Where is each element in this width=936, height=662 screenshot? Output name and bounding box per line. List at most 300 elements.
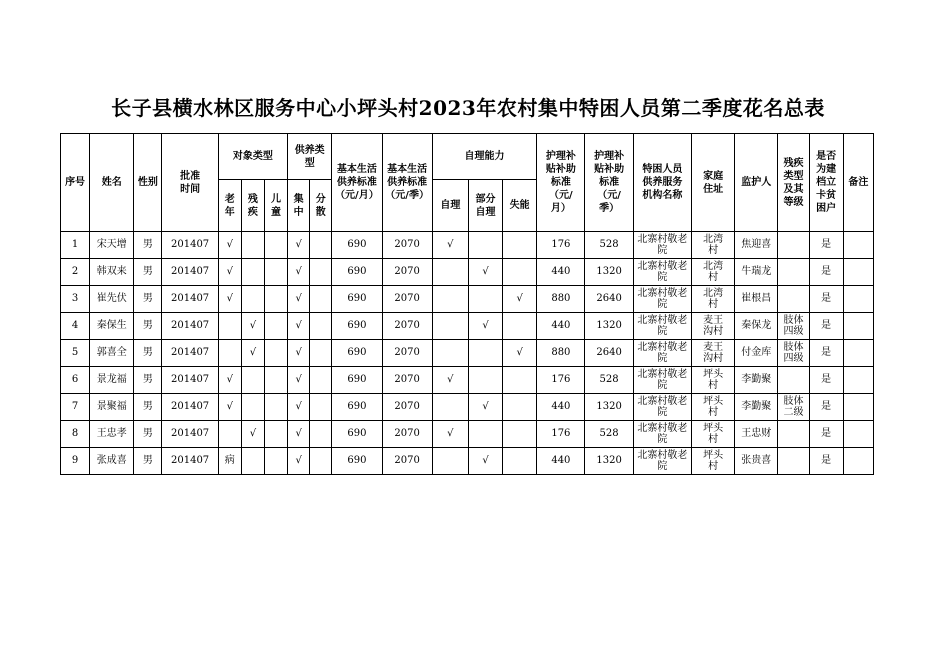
cell-disability-level-text: 肢体二级 bbox=[783, 395, 804, 418]
cell-poverty-card-text: 是 bbox=[821, 266, 832, 277]
cell-gender-text: 男 bbox=[142, 266, 153, 277]
cell-poverty-card-text: 是 bbox=[821, 239, 832, 250]
cell-self-care-full-text: √ bbox=[447, 374, 454, 385]
cell-name-text: 秦保生 bbox=[96, 320, 127, 331]
cell-support-central bbox=[288, 232, 310, 259]
cell-basic-month-text: 690 bbox=[347, 239, 367, 250]
header-disability-level: 残疾类型及其等级 bbox=[778, 134, 809, 232]
cell-basic-quarter-text: 2070 bbox=[394, 320, 420, 331]
cell-basic-quarter-text: 2070 bbox=[394, 455, 420, 466]
cell-basic-quarter bbox=[382, 367, 432, 394]
cell-basic-month-text: 690 bbox=[347, 374, 367, 385]
cell-approval-time bbox=[162, 259, 218, 286]
cell-poverty-card bbox=[809, 313, 843, 340]
cell-basic-quarter bbox=[382, 232, 432, 259]
cell-name-text: 崔先伏 bbox=[96, 293, 127, 304]
cell-nursing-quarter bbox=[585, 286, 633, 313]
cell-institution-text: 北寨村敬老院 bbox=[637, 260, 688, 283]
cell-object-elderly bbox=[218, 367, 241, 394]
cell-self-care-full-text: √ bbox=[447, 239, 454, 250]
cell-name-text: 韩双来 bbox=[96, 266, 127, 277]
cell-object-elderly-text: 病 bbox=[224, 455, 235, 466]
cell-self-care-none bbox=[503, 286, 537, 313]
cell-poverty-card bbox=[809, 259, 843, 286]
cell-approval-time-text: 201407 bbox=[171, 239, 210, 250]
header-self-care-none: 失能 bbox=[503, 180, 537, 232]
cell-institution-text: 北寨村敬老院 bbox=[637, 422, 688, 445]
cell-home bbox=[691, 340, 734, 367]
cell-remark bbox=[843, 367, 873, 394]
cell-approval-time bbox=[162, 367, 218, 394]
cell-institution bbox=[633, 313, 691, 340]
cell-support-central bbox=[288, 340, 310, 367]
cell-poverty-card-text: 是 bbox=[821, 401, 832, 412]
cell-remark bbox=[843, 259, 873, 286]
cell-support-central-text: √ bbox=[295, 347, 302, 358]
cell-nursing-quarter-text: 528 bbox=[599, 374, 619, 385]
cell-guardian bbox=[735, 340, 778, 367]
cell-object-elderly-text: √ bbox=[226, 266, 233, 277]
cell-nursing-month bbox=[537, 340, 585, 367]
table-row bbox=[61, 448, 874, 475]
cell-institution bbox=[633, 232, 691, 259]
cell-poverty-card-text: 是 bbox=[821, 428, 832, 439]
cell-name bbox=[90, 340, 134, 367]
cell-name-text: 王忠孝 bbox=[96, 428, 127, 439]
cell-approval-time-text: 201407 bbox=[171, 347, 210, 358]
cell-nursing-quarter-text: 528 bbox=[599, 239, 619, 250]
cell-disability-level bbox=[778, 421, 809, 448]
cell-approval-time-text: 201407 bbox=[171, 428, 210, 439]
cell-basic-quarter-text: 2070 bbox=[394, 428, 420, 439]
cell-support-central-text: √ bbox=[295, 374, 302, 385]
cell-support-dispersed bbox=[310, 421, 332, 448]
cell-nursing-quarter-text: 1320 bbox=[596, 455, 622, 466]
cell-poverty-card bbox=[809, 448, 843, 475]
cell-nursing-month-text: 440 bbox=[551, 266, 571, 277]
cell-basic-quarter bbox=[382, 394, 432, 421]
cell-basic-quarter bbox=[382, 313, 432, 340]
cell-self-care-none-text: √ bbox=[516, 347, 523, 358]
cell-home-text: 坪头村 bbox=[703, 422, 724, 445]
cell-guardian-text: 李勤聚 bbox=[741, 401, 772, 412]
cell-object-elderly-text: √ bbox=[226, 239, 233, 250]
cell-self-care-full bbox=[432, 340, 468, 367]
cell-basic-quarter-text: 2070 bbox=[394, 401, 420, 412]
cell-support-dispersed bbox=[310, 232, 332, 259]
cell-basic-quarter bbox=[382, 259, 432, 286]
cell-basic-month bbox=[332, 286, 382, 313]
cell-seq-text: 1 bbox=[71, 239, 79, 250]
cell-seq-text: 3 bbox=[71, 293, 79, 304]
cell-gender-text: 男 bbox=[142, 293, 153, 304]
cell-self-care-none bbox=[503, 259, 537, 286]
cell-institution bbox=[633, 259, 691, 286]
cell-institution-text: 北寨村敬老院 bbox=[637, 314, 688, 337]
cell-guardian bbox=[735, 286, 778, 313]
cell-self-care-none bbox=[503, 394, 537, 421]
table-row bbox=[61, 394, 874, 421]
table-row bbox=[61, 421, 874, 448]
cell-object-elderly bbox=[218, 394, 241, 421]
cell-name-text: 景聚福 bbox=[96, 401, 127, 412]
table-row bbox=[61, 367, 874, 394]
cell-self-care-partial bbox=[468, 313, 502, 340]
cell-home-text: 北湾村 bbox=[703, 233, 724, 256]
cell-self-care-none bbox=[503, 448, 537, 475]
header-self-care: 自理能力 bbox=[432, 134, 537, 180]
cell-self-care-full bbox=[432, 421, 468, 448]
cell-approval-time bbox=[162, 448, 218, 475]
cell-seq bbox=[61, 421, 90, 448]
cell-home-text: 麦王沟村 bbox=[703, 314, 724, 337]
cell-disability-level bbox=[778, 340, 809, 367]
cell-seq bbox=[61, 259, 90, 286]
cell-support-central-text: √ bbox=[295, 401, 302, 412]
cell-guardian bbox=[735, 259, 778, 286]
cell-self-care-partial bbox=[468, 259, 502, 286]
cell-name-text: 宋天增 bbox=[96, 239, 127, 250]
cell-poverty-card bbox=[809, 394, 843, 421]
cell-institution bbox=[633, 448, 691, 475]
cell-seq-text: 6 bbox=[71, 374, 79, 385]
cell-basic-month bbox=[332, 367, 382, 394]
header-object-type: 对象类型 bbox=[218, 134, 287, 180]
cell-nursing-month-text: 880 bbox=[551, 293, 571, 304]
cell-nursing-month-text: 440 bbox=[551, 455, 571, 466]
header-guardian: 监护人 bbox=[735, 134, 778, 232]
cell-object-disabled bbox=[241, 313, 264, 340]
header-support-central: 集中 bbox=[288, 180, 310, 232]
cell-guardian-text: 李勤聚 bbox=[741, 374, 772, 385]
cell-nursing-quarter bbox=[585, 394, 633, 421]
roster-body bbox=[61, 232, 874, 475]
cell-approval-time-text: 201407 bbox=[171, 320, 210, 331]
header-name: 姓名 bbox=[90, 134, 134, 232]
cell-object-elderly-text: √ bbox=[226, 374, 233, 385]
cell-approval-time bbox=[162, 232, 218, 259]
cell-poverty-card-text: 是 bbox=[821, 320, 832, 331]
cell-institution-text: 北寨村敬老院 bbox=[637, 233, 688, 256]
cell-remark bbox=[843, 394, 873, 421]
cell-self-care-full bbox=[432, 313, 468, 340]
cell-object-elderly bbox=[218, 448, 241, 475]
cell-object-child bbox=[264, 421, 287, 448]
cell-guardian-text: 崔根昌 bbox=[741, 293, 772, 304]
cell-remark bbox=[843, 232, 873, 259]
cell-name bbox=[90, 232, 134, 259]
cell-self-care-partial bbox=[468, 232, 502, 259]
cell-object-disabled bbox=[241, 259, 264, 286]
cell-nursing-quarter-text: 2640 bbox=[596, 293, 622, 304]
cell-poverty-card bbox=[809, 286, 843, 313]
cell-seq-text: 9 bbox=[71, 455, 79, 466]
cell-object-disabled bbox=[241, 421, 264, 448]
cell-self-care-full bbox=[432, 394, 468, 421]
cell-seq bbox=[61, 448, 90, 475]
cell-institution-text: 北寨村敬老院 bbox=[637, 395, 688, 418]
cell-support-dispersed bbox=[310, 313, 332, 340]
cell-basic-month bbox=[332, 232, 382, 259]
cell-self-care-none bbox=[503, 367, 537, 394]
cell-gender bbox=[134, 286, 162, 313]
cell-nursing-month-text: 176 bbox=[551, 239, 571, 250]
cell-disability-level bbox=[778, 259, 809, 286]
header-basic-month: 基本生活供养标准（元/月） bbox=[332, 134, 382, 232]
cell-home-text: 北湾村 bbox=[703, 287, 724, 310]
cell-object-disabled bbox=[241, 286, 264, 313]
cell-home-text: 坪头村 bbox=[703, 395, 724, 418]
cell-institution-text: 北寨村敬老院 bbox=[637, 368, 688, 391]
cell-institution-text: 北寨村敬老院 bbox=[637, 287, 688, 310]
cell-basic-month-text: 690 bbox=[347, 293, 367, 304]
cell-support-dispersed bbox=[310, 259, 332, 286]
cell-poverty-card bbox=[809, 340, 843, 367]
cell-name-text: 景龙福 bbox=[96, 374, 127, 385]
cell-guardian bbox=[735, 394, 778, 421]
cell-gender bbox=[134, 421, 162, 448]
cell-self-care-full bbox=[432, 367, 468, 394]
cell-seq bbox=[61, 394, 90, 421]
cell-support-central-text: √ bbox=[295, 455, 302, 466]
cell-object-child bbox=[264, 448, 287, 475]
cell-home bbox=[691, 421, 734, 448]
cell-institution bbox=[633, 367, 691, 394]
cell-nursing-quarter-text: 528 bbox=[599, 428, 619, 439]
cell-self-care-none bbox=[503, 421, 537, 448]
cell-self-care-partial bbox=[468, 421, 502, 448]
cell-self-care-partial bbox=[468, 448, 502, 475]
cell-self-care-partial-text: √ bbox=[482, 401, 489, 412]
cell-approval-time-text: 201407 bbox=[171, 293, 210, 304]
cell-guardian-text: 焦迎喜 bbox=[741, 239, 772, 250]
cell-poverty-card-text: 是 bbox=[821, 374, 832, 385]
cell-home bbox=[691, 394, 734, 421]
cell-nursing-month-text: 176 bbox=[551, 374, 571, 385]
cell-nursing-month bbox=[537, 232, 585, 259]
cell-basic-month-text: 690 bbox=[347, 320, 367, 331]
cell-disability-level bbox=[778, 286, 809, 313]
cell-nursing-quarter bbox=[585, 421, 633, 448]
cell-self-care-none-text: √ bbox=[516, 293, 523, 304]
cell-guardian-text: 付金库 bbox=[741, 347, 772, 358]
table-row bbox=[61, 340, 874, 367]
cell-nursing-month bbox=[537, 259, 585, 286]
cell-home-text: 麦王沟村 bbox=[703, 341, 724, 364]
cell-remark bbox=[843, 421, 873, 448]
cell-nursing-month bbox=[537, 286, 585, 313]
cell-support-central-text: √ bbox=[295, 266, 302, 277]
cell-nursing-quarter-text: 1320 bbox=[596, 320, 622, 331]
cell-object-child bbox=[264, 367, 287, 394]
cell-disability-level-text: 肢体四级 bbox=[783, 341, 804, 364]
cell-basic-quarter-text: 2070 bbox=[394, 266, 420, 277]
cell-guardian bbox=[735, 232, 778, 259]
header-object-disabled: 残疾 bbox=[241, 180, 264, 232]
cell-approval-time bbox=[162, 313, 218, 340]
cell-gender-text: 男 bbox=[142, 455, 153, 466]
cell-institution bbox=[633, 394, 691, 421]
cell-disability-level bbox=[778, 448, 809, 475]
cell-object-elderly-text: √ bbox=[226, 401, 233, 412]
cell-disability-level bbox=[778, 367, 809, 394]
cell-object-elderly bbox=[218, 340, 241, 367]
header-approval-time: 批准时间 bbox=[162, 134, 218, 232]
cell-guardian-text: 秦保龙 bbox=[741, 320, 772, 331]
cell-nursing-quarter-text: 1320 bbox=[596, 266, 622, 277]
cell-remark bbox=[843, 286, 873, 313]
cell-object-disabled bbox=[241, 340, 264, 367]
cell-name-text: 郭喜全 bbox=[96, 347, 127, 358]
cell-support-central-text: √ bbox=[295, 320, 302, 331]
cell-gender-text: 男 bbox=[142, 428, 153, 439]
cell-support-central bbox=[288, 394, 310, 421]
cell-approval-time bbox=[162, 421, 218, 448]
cell-object-child bbox=[264, 313, 287, 340]
cell-basic-quarter bbox=[382, 340, 432, 367]
table-row bbox=[61, 259, 874, 286]
cell-gender-text: 男 bbox=[142, 374, 153, 385]
table-row bbox=[61, 286, 874, 313]
cell-self-care-none bbox=[503, 232, 537, 259]
cell-nursing-quarter-text: 2640 bbox=[596, 347, 622, 358]
cell-gender-text: 男 bbox=[142, 347, 153, 358]
cell-poverty-card bbox=[809, 421, 843, 448]
cell-basic-quarter bbox=[382, 421, 432, 448]
cell-name bbox=[90, 259, 134, 286]
cell-support-central bbox=[288, 286, 310, 313]
header-seq: 序号 bbox=[61, 134, 90, 232]
cell-seq bbox=[61, 232, 90, 259]
cell-basic-month bbox=[332, 448, 382, 475]
cell-gender bbox=[134, 313, 162, 340]
cell-guardian-text: 王忠财 bbox=[741, 428, 772, 439]
cell-poverty-card-text: 是 bbox=[821, 455, 832, 466]
cell-nursing-month bbox=[537, 421, 585, 448]
cell-disability-level bbox=[778, 313, 809, 340]
cell-basic-month bbox=[332, 313, 382, 340]
cell-gender-text: 男 bbox=[142, 320, 153, 331]
cell-nursing-quarter bbox=[585, 367, 633, 394]
header-object-elderly: 老年 bbox=[218, 180, 241, 232]
cell-institution-text: 北寨村敬老院 bbox=[637, 341, 688, 364]
cell-basic-month-text: 690 bbox=[347, 401, 367, 412]
cell-gender bbox=[134, 340, 162, 367]
cell-home bbox=[691, 313, 734, 340]
cell-basic-month-text: 690 bbox=[347, 428, 367, 439]
cell-basic-quarter-text: 2070 bbox=[394, 347, 420, 358]
cell-name bbox=[90, 367, 134, 394]
cell-guardian-text: 张贵喜 bbox=[741, 455, 772, 466]
cell-object-elderly bbox=[218, 259, 241, 286]
cell-approval-time-text: 201407 bbox=[171, 401, 210, 412]
cell-seq-text: 5 bbox=[71, 347, 79, 358]
cell-basic-quarter bbox=[382, 448, 432, 475]
cell-basic-month-text: 690 bbox=[347, 347, 367, 358]
cell-self-care-partial-text: √ bbox=[482, 455, 489, 466]
cell-name bbox=[90, 394, 134, 421]
cell-approval-time-text: 201407 bbox=[171, 455, 210, 466]
cell-poverty-card bbox=[809, 232, 843, 259]
cell-object-child bbox=[264, 394, 287, 421]
cell-institution bbox=[633, 421, 691, 448]
cell-approval-time bbox=[162, 394, 218, 421]
cell-seq bbox=[61, 313, 90, 340]
cell-disability-level bbox=[778, 394, 809, 421]
cell-seq-text: 2 bbox=[71, 266, 79, 277]
cell-nursing-month bbox=[537, 448, 585, 475]
cell-name bbox=[90, 421, 134, 448]
cell-object-disabled-text: √ bbox=[249, 428, 257, 439]
header-self-care-partial: 部分自理 bbox=[468, 180, 502, 232]
header-institution: 特困人员供养服务机构名称 bbox=[633, 134, 691, 232]
cell-guardian bbox=[735, 313, 778, 340]
cell-object-child bbox=[264, 286, 287, 313]
cell-seq-text: 7 bbox=[71, 401, 79, 412]
cell-object-elderly bbox=[218, 286, 241, 313]
cell-basic-month bbox=[332, 421, 382, 448]
cell-support-central bbox=[288, 448, 310, 475]
cell-self-care-full-text: √ bbox=[447, 428, 454, 439]
cell-gender bbox=[134, 259, 162, 286]
cell-nursing-month bbox=[537, 313, 585, 340]
cell-guardian bbox=[735, 421, 778, 448]
header-self-care-full: 自理 bbox=[432, 180, 468, 232]
cell-seq-text: 8 bbox=[71, 428, 79, 439]
header-support-type: 供养类型 bbox=[288, 134, 332, 180]
cell-object-elderly bbox=[218, 232, 241, 259]
cell-self-care-full bbox=[432, 259, 468, 286]
cell-object-child bbox=[264, 259, 287, 286]
cell-support-central-text: √ bbox=[295, 428, 302, 439]
cell-gender bbox=[134, 394, 162, 421]
cell-name bbox=[90, 448, 134, 475]
cell-nursing-quarter-text: 1320 bbox=[596, 401, 622, 412]
cell-poverty-card-text: 是 bbox=[821, 293, 832, 304]
cell-basic-quarter-text: 2070 bbox=[394, 374, 420, 385]
header-basic-quarter: 基本生活供养标准（元/季） bbox=[382, 134, 432, 232]
cell-basic-month bbox=[332, 394, 382, 421]
cell-seq bbox=[61, 340, 90, 367]
cell-self-care-partial-text: √ bbox=[482, 320, 489, 331]
cell-nursing-month bbox=[537, 367, 585, 394]
cell-object-child bbox=[264, 340, 287, 367]
cell-nursing-quarter bbox=[585, 232, 633, 259]
cell-basic-quarter-text: 2070 bbox=[394, 239, 420, 250]
cell-object-child bbox=[264, 232, 287, 259]
cell-approval-time-text: 201407 bbox=[171, 374, 210, 385]
cell-support-dispersed bbox=[310, 340, 332, 367]
table-row bbox=[61, 232, 874, 259]
cell-institution bbox=[633, 340, 691, 367]
cell-basic-month-text: 690 bbox=[347, 266, 367, 277]
cell-support-dispersed bbox=[310, 394, 332, 421]
cell-remark bbox=[843, 340, 873, 367]
cell-nursing-month-text: 440 bbox=[551, 320, 571, 331]
cell-name-text: 张成喜 bbox=[96, 455, 127, 466]
cell-support-central bbox=[288, 421, 310, 448]
cell-self-care-none bbox=[503, 313, 537, 340]
cell-home bbox=[691, 448, 734, 475]
cell-home bbox=[691, 259, 734, 286]
cell-basic-quarter bbox=[382, 286, 432, 313]
cell-nursing-quarter bbox=[585, 448, 633, 475]
cell-gender-text: 男 bbox=[142, 239, 153, 250]
cell-home bbox=[691, 367, 734, 394]
cell-nursing-quarter bbox=[585, 340, 633, 367]
header-nursing-month: 护理补贴补助标准（元/月） bbox=[537, 134, 585, 232]
cell-self-care-partial bbox=[468, 340, 502, 367]
